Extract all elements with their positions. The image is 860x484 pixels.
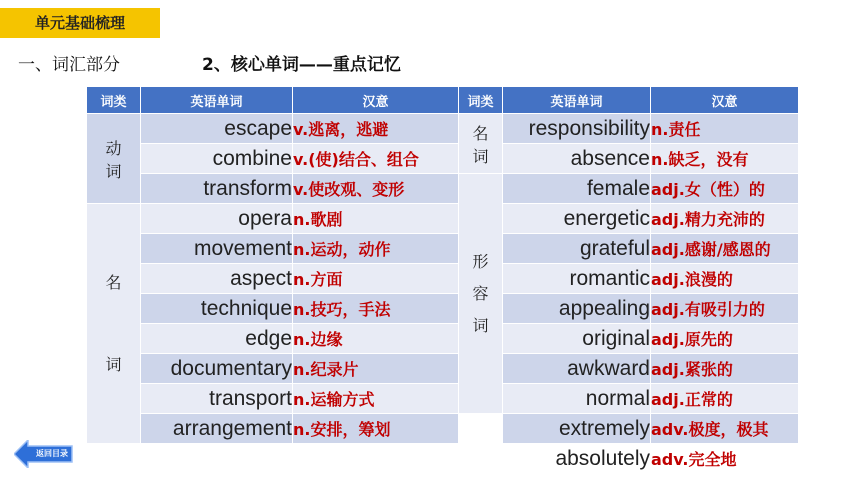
chinese-meaning: adj.紧张的 (651, 354, 799, 384)
pos-label: 容 (472, 283, 489, 303)
english-word: absence (503, 144, 651, 174)
english-word: responsibility (503, 114, 651, 144)
english-word: combine (141, 144, 293, 174)
subsection-heading: 2、核心单词——重点记忆 (202, 55, 401, 75)
english-word: appealing (503, 294, 651, 324)
english-word: edge (141, 324, 293, 354)
english-word: grateful (503, 234, 651, 264)
header-meaning-left: 汉意 (293, 87, 459, 114)
chinese-meaning: n.方面 (293, 264, 459, 294)
empty-cell (87, 444, 141, 474)
chinese-meaning: adj.原先的 (651, 324, 799, 354)
pos-label: 形 (472, 251, 489, 271)
table-row (87, 324, 799, 354)
pos-label: 词 (105, 354, 122, 374)
table-row (87, 294, 799, 324)
english-word: movement (141, 234, 293, 264)
chinese-meaning: adj.感谢/感恩的 (651, 234, 799, 264)
chinese-meaning: adj.女（性）的 (651, 174, 799, 204)
chinese-meaning: n.缺乏，没有 (651, 144, 799, 174)
chinese-meaning: n.纪录片 (293, 354, 459, 384)
table-row (87, 354, 799, 384)
empty-cell (293, 444, 459, 474)
header-pos-left: 词类 (87, 87, 141, 114)
chinese-meaning: n.运动，动作 (293, 234, 459, 264)
chinese-meaning: v.使改观、变形 (293, 174, 459, 204)
table-row (87, 264, 799, 294)
english-word: transform (141, 174, 293, 204)
table-row (87, 234, 799, 264)
english-word: technique (141, 294, 293, 324)
chinese-meaning: adj.正常的 (651, 384, 799, 414)
table-header-row (87, 87, 799, 114)
pos-noun-cell (459, 114, 503, 174)
pos-label: 名 (472, 123, 489, 143)
pos-label: 动 (105, 138, 122, 158)
chinese-meaning: adj.浪漫的 (651, 264, 799, 294)
table-row (87, 144, 799, 174)
pos-noun-cell (87, 204, 141, 444)
pos-verb-cell (87, 114, 141, 204)
chinese-meaning: adj.精力充沛的 (651, 204, 799, 234)
chinese-meaning: adv.完全地 (651, 444, 799, 474)
english-word: female (503, 174, 651, 204)
pos-label: 名 (105, 272, 122, 292)
back-button-label: 返回目录 (36, 449, 68, 458)
english-word: arrangement (141, 414, 293, 444)
chinese-meaning: adj.有吸引力的 (651, 294, 799, 324)
english-word: opera (141, 204, 293, 234)
header-english-left: 英语单词 (141, 87, 293, 114)
header-meaning-right: 汉意 (651, 87, 799, 114)
table-row (87, 384, 799, 414)
empty-cell (459, 444, 503, 474)
english-word: transport (141, 384, 293, 414)
chinese-meaning: n.安排，筹划 (293, 414, 459, 444)
pos-adjective-cell (459, 174, 503, 414)
english-word: aspect (141, 264, 293, 294)
chinese-meaning: adv.极度，极其 (651, 414, 799, 444)
table-row (87, 204, 799, 234)
english-word: awkward (503, 354, 651, 384)
chinese-meaning: n.技巧，手法 (293, 294, 459, 324)
pos-label: 词 (472, 146, 489, 166)
back-to-contents-button[interactable] (14, 440, 74, 468)
chinese-meaning: n.责任 (651, 114, 799, 144)
empty-cell (141, 444, 293, 474)
table-row (87, 114, 799, 144)
english-word: original (503, 324, 651, 354)
english-word: escape (141, 114, 293, 144)
english-word: romantic (503, 264, 651, 294)
vocabulary-table (86, 86, 799, 474)
english-word: energetic (503, 204, 651, 234)
table-row (87, 414, 799, 444)
english-word: documentary (141, 354, 293, 384)
header-english-right: 英语单词 (503, 87, 651, 114)
chinese-meaning: n.运输方式 (293, 384, 459, 414)
chinese-meaning: n.歌剧 (293, 204, 459, 234)
english-word: absolutely (503, 444, 651, 474)
empty-cell (459, 414, 503, 444)
chinese-meaning: n.边缘 (293, 324, 459, 354)
english-word: extremely (503, 414, 651, 444)
english-word: normal (503, 384, 651, 414)
pos-label: 词 (105, 161, 122, 181)
table-row (87, 444, 799, 474)
chinese-meaning: v.(使)结合、组合 (293, 144, 459, 174)
chinese-meaning: v.逃离，逃避 (293, 114, 459, 144)
section-tag: 单元基础梳理 (0, 8, 160, 38)
pos-label: 词 (472, 315, 489, 335)
section-heading: 一、词汇部分 (18, 55, 120, 75)
table-row (87, 174, 799, 204)
header-pos-right: 词类 (459, 87, 503, 114)
